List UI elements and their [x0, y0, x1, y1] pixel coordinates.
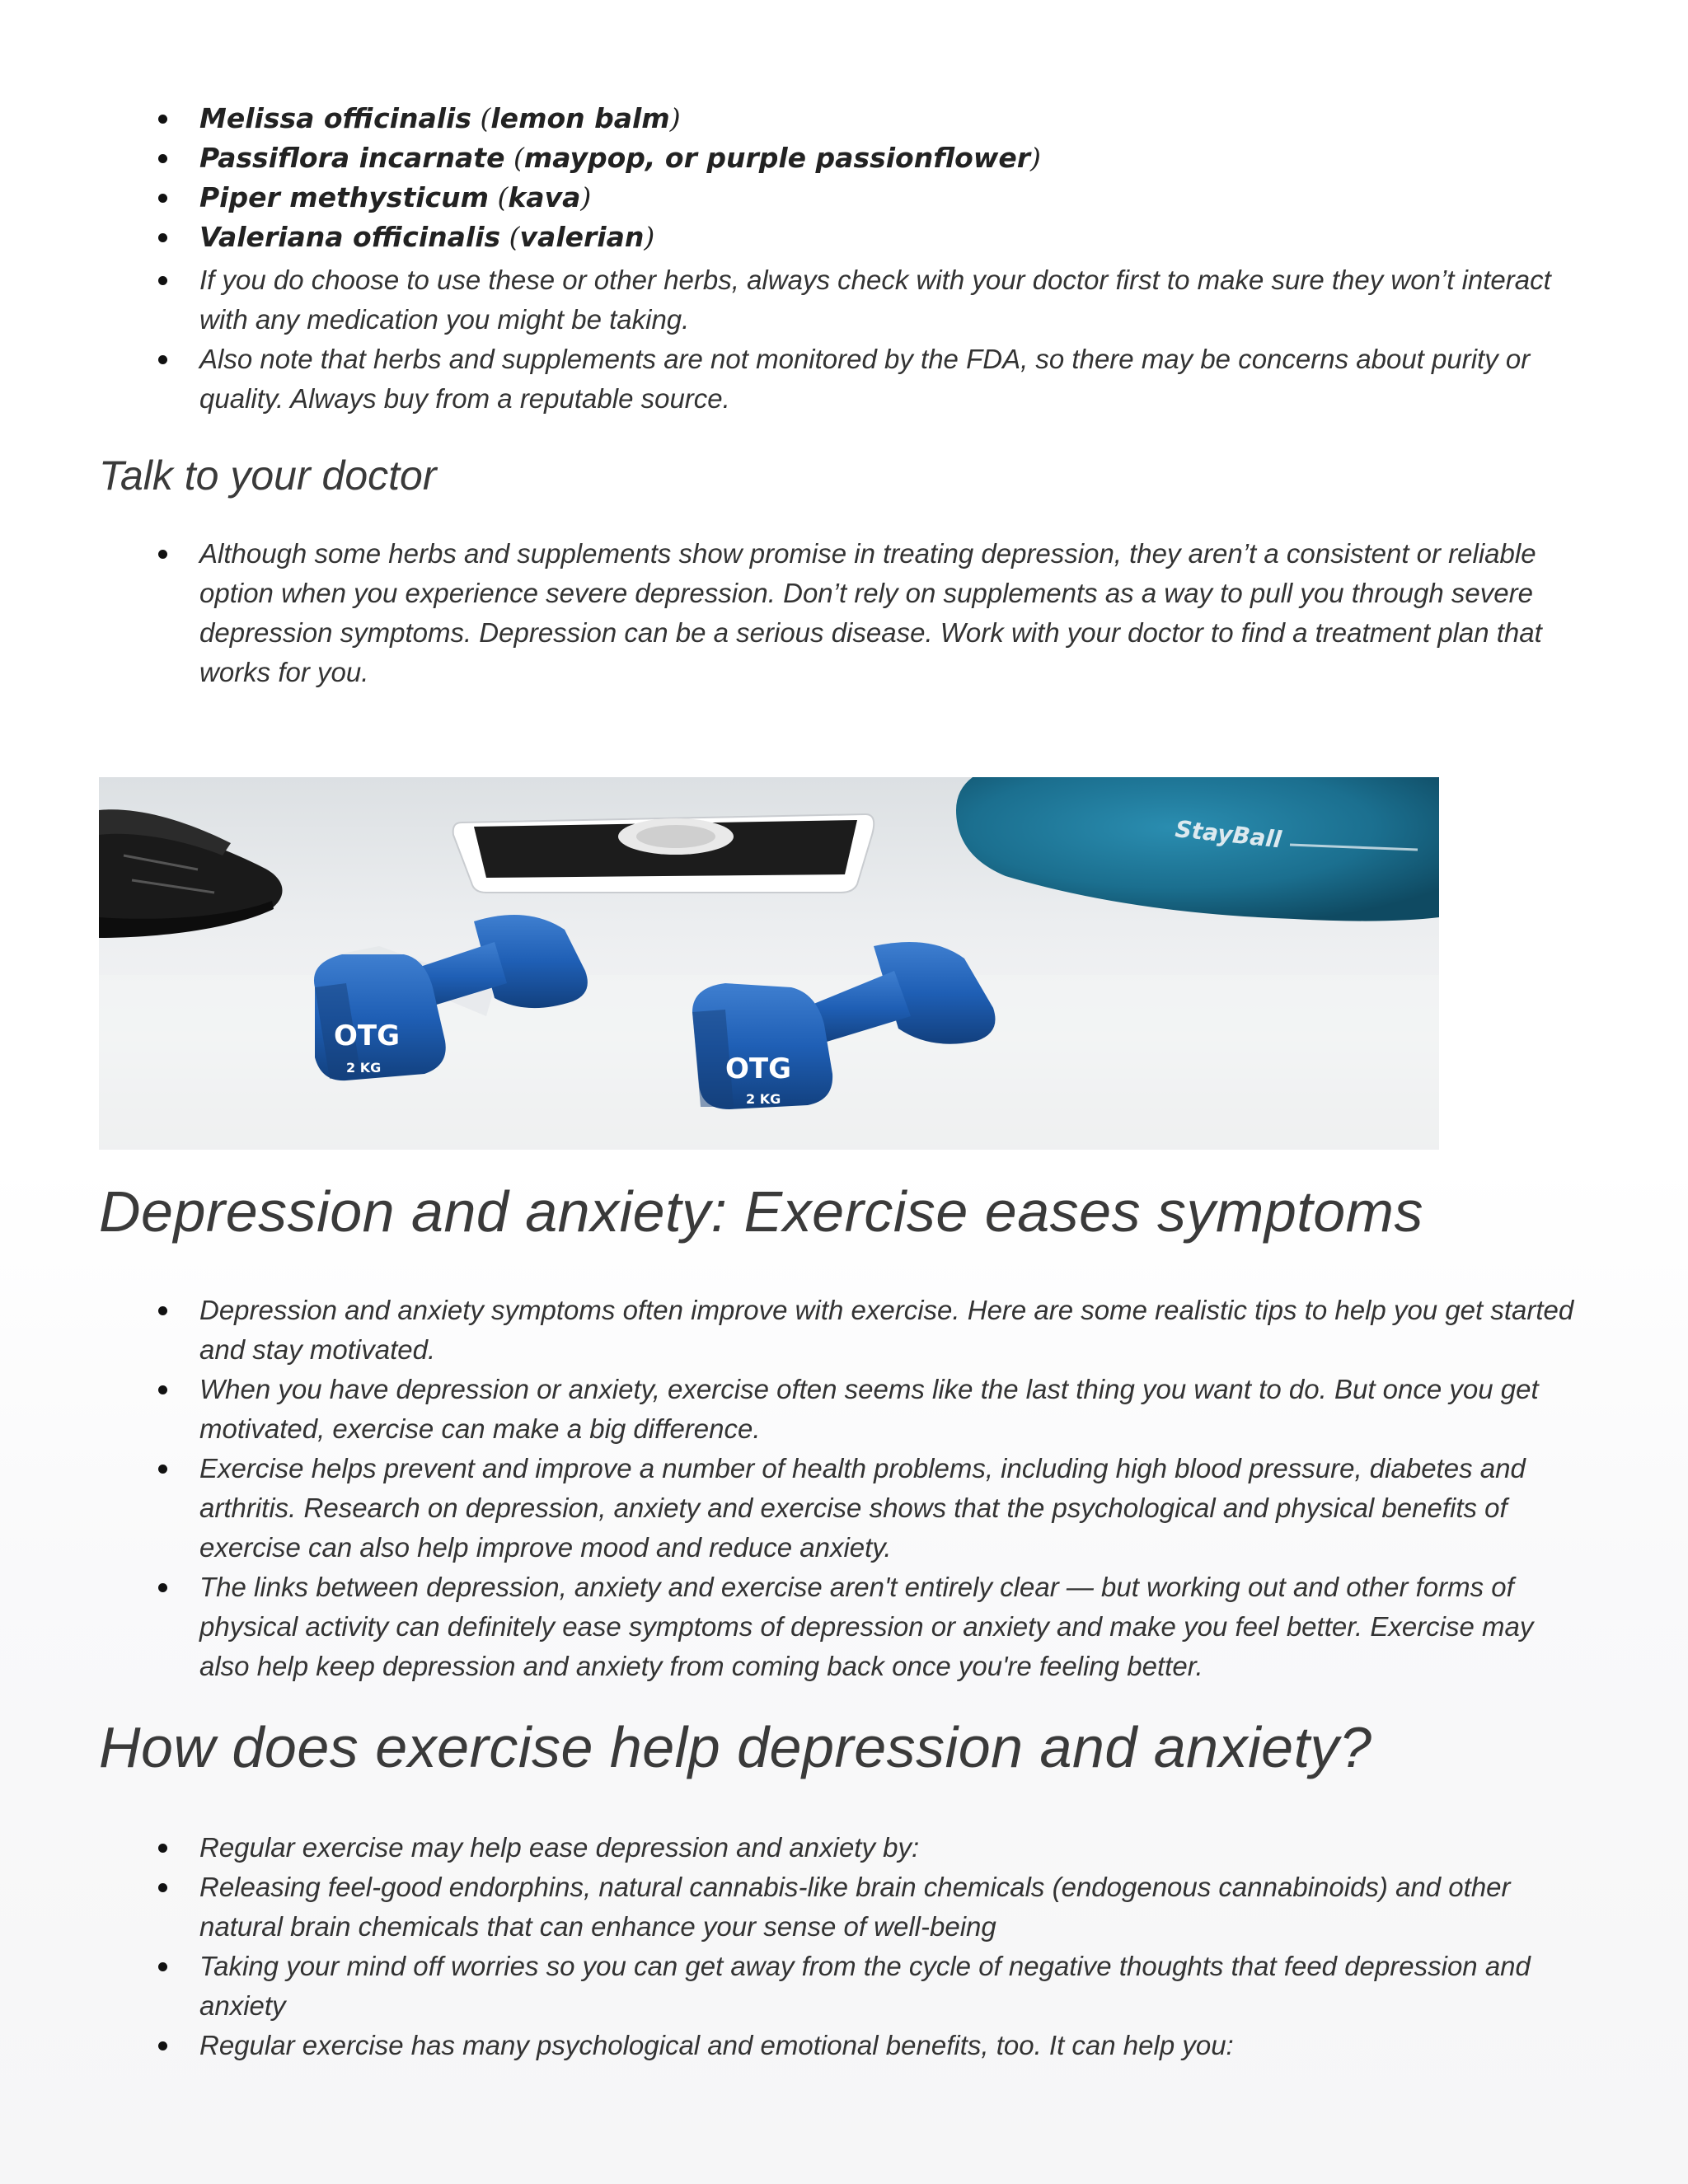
herbs-list	[99, 99, 1589, 257]
list-item: The links between depression, anxiety and exercise aren't entirely clear — but working out and other forms of physical activity can definitely ease symptoms of depression or anxiety and make you feel better. Exercise may also help keep depression and anxiety from coming back once you're feeling better.	[99, 1568, 1589, 1686]
herb-common-name: valerian	[519, 221, 645, 253]
herb-common-name: lemon balm	[490, 102, 670, 134]
dumbbell-logo: OTG	[725, 1052, 792, 1085]
herb-latin-name: Piper methysticum	[199, 181, 489, 213]
herb-common-name: maypop, or purple passionflower	[523, 142, 1030, 174]
list-item: Regular exercise has many psychological and emotional benefits, too. It can help you:	[99, 2026, 1589, 2065]
list-item: Depression and anxiety symptoms often improve with exercise. Here are some realistic tips to help you get started and stay motivated.	[99, 1291, 1589, 1370]
how-list	[99, 1828, 1589, 2065]
list-item: Releasing feel-good endorphins, natural cannabis-like brain chemicals (endogenous cannabinoids) and other natural brain chemicals that can enhance your sense of well-being	[99, 1868, 1589, 1947]
exercise-list	[99, 1291, 1589, 1686]
herb-latin-name: Melissa officinalis	[199, 102, 471, 134]
list-item: Although some herbs and supplements show promise in treating depression, they aren’t a consistent or reliable option when you experience severe depression. Don’t rely on supplements as a way to pull you through severe depression symptoms. Depression can be a serious disease. Work with your doctor to find a treatment plan that works for you.	[99, 534, 1589, 692]
fitness-photo	[99, 777, 1439, 1150]
list-item: Also note that herbs and supplements are not monitored by the FDA, so there may be concerns about purity or quality. Always buy from a reputable source.	[99, 340, 1589, 419]
section-heading-exercise: Depression and anxiety: Exercise eases symptoms	[99, 1179, 1423, 1244]
scale-shape	[453, 814, 874, 893]
herb-latin-name: Valeriana officinalis	[199, 221, 501, 253]
herb-item: Valeriana officinalis (valerian)	[99, 218, 1589, 257]
dumbbell-weight-label: 2 KG	[746, 1091, 781, 1107]
talk-list	[99, 534, 1589, 692]
section-heading-talk: Talk to your doctor	[99, 452, 437, 499]
herbs-notes-list	[99, 260, 1589, 419]
list-item: Regular exercise may help ease depression and anxiety by:	[99, 1828, 1589, 1868]
list-item: Taking your mind off worries so you can get away from the cycle of negative thoughts that feed depression and anxiety	[99, 1947, 1589, 2026]
list-item: When you have depression or anxiety, exercise often seems like the last thing you want to do. But once you get motivated, exercise can make a big difference.	[99, 1370, 1589, 1449]
dumbbell-weight-label: 2 KG	[346, 1060, 382, 1076]
list-item: If you do choose to use these or other herbs, always check with your doctor first to make sure they won’t interact with any medication you might be taking.	[99, 260, 1589, 340]
herb-common-name: kava	[508, 181, 581, 213]
list-item: Exercise helps prevent and improve a number of health problems, including high blood pressure, diabetes and arthritis. Research on depression, anxiety and exercise shows that the psychological and physical benefits of exercise can also help improve mood and reduce anxiety.	[99, 1449, 1589, 1568]
section-heading-how: How does exercise help depression and anxiety?	[99, 1715, 1372, 1779]
herb-latin-name: Passiflora incarnate	[199, 142, 505, 174]
herb-item: Passiflora incarnate (maypop, or purple passionflower)	[99, 138, 1589, 178]
dumbbell-logo: OTG	[334, 1019, 401, 1052]
ball-brand-label: StayBall	[1174, 815, 1283, 854]
herb-item: Melissa officinalis (lemon balm)	[99, 99, 1589, 138]
herb-item: Piper methysticum (kava)	[99, 178, 1589, 218]
